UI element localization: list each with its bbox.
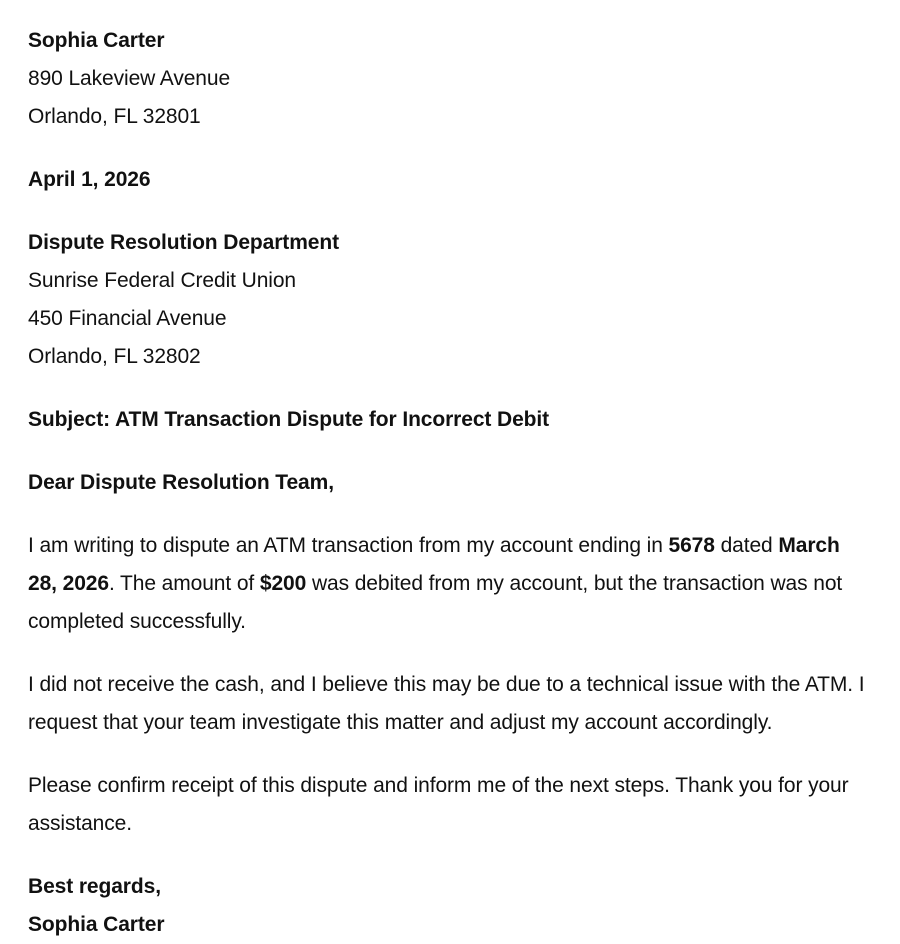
- subject-block: [28, 401, 865, 439]
- body-paragraph-3: Please confirm receipt of this dispute and inform me of the next steps. Thank you for your assistance.: [28, 774, 849, 835]
- disputed-amount: $200: [259, 572, 307, 595]
- salutation-line: Dear Dispute Resolution Team,: [28, 471, 334, 494]
- paragraph1-segment-4: was debited from my account, but the transaction was not completed successfully.: [28, 572, 843, 633]
- account-last-four: 5678: [668, 534, 715, 557]
- recipient-department: Dispute Resolution Department: [28, 231, 339, 254]
- sender-name: Sophia Carter: [28, 29, 165, 52]
- recipient-street: 450 Financial Avenue: [28, 307, 227, 330]
- paragraph1-segment-1: I am writing to dispute an ATM transaction from my account ending in: [28, 534, 669, 557]
- sender-address-block: [28, 22, 865, 136]
- body-paragraph-2: I did not receive the cash, and I believe this may be due to a technical issue with the ATM. I request that your team investigate this matter and adjust my account accordingly.: [28, 673, 865, 734]
- paragraph1-segment-3: . The amount of: [108, 572, 260, 595]
- sender-street: 890 Lakeview Avenue: [28, 67, 231, 90]
- recipient-address-block: [28, 224, 865, 376]
- paragraph1-segment-2: dated: [714, 534, 779, 557]
- recipient-organization: Sunrise Federal Credit Union: [28, 269, 296, 292]
- closing-block: [28, 868, 865, 944]
- letter-date-block: [28, 161, 865, 199]
- subject-line: Subject: ATM Transaction Dispute for Incorrect Debit: [28, 408, 550, 431]
- letter-date: April 1, 2026: [28, 168, 151, 191]
- salutation-block: [28, 464, 865, 502]
- body-paragraph-1: [28, 527, 865, 641]
- sender-city-state-zip: Orlando, FL 32801: [28, 105, 201, 128]
- transaction-date: March 28, 2026: [28, 534, 840, 595]
- signature-name: Sophia Carter: [28, 913, 165, 936]
- valediction: Best regards,: [28, 875, 161, 898]
- recipient-city-state-zip: Orlando, FL 32802: [28, 345, 201, 368]
